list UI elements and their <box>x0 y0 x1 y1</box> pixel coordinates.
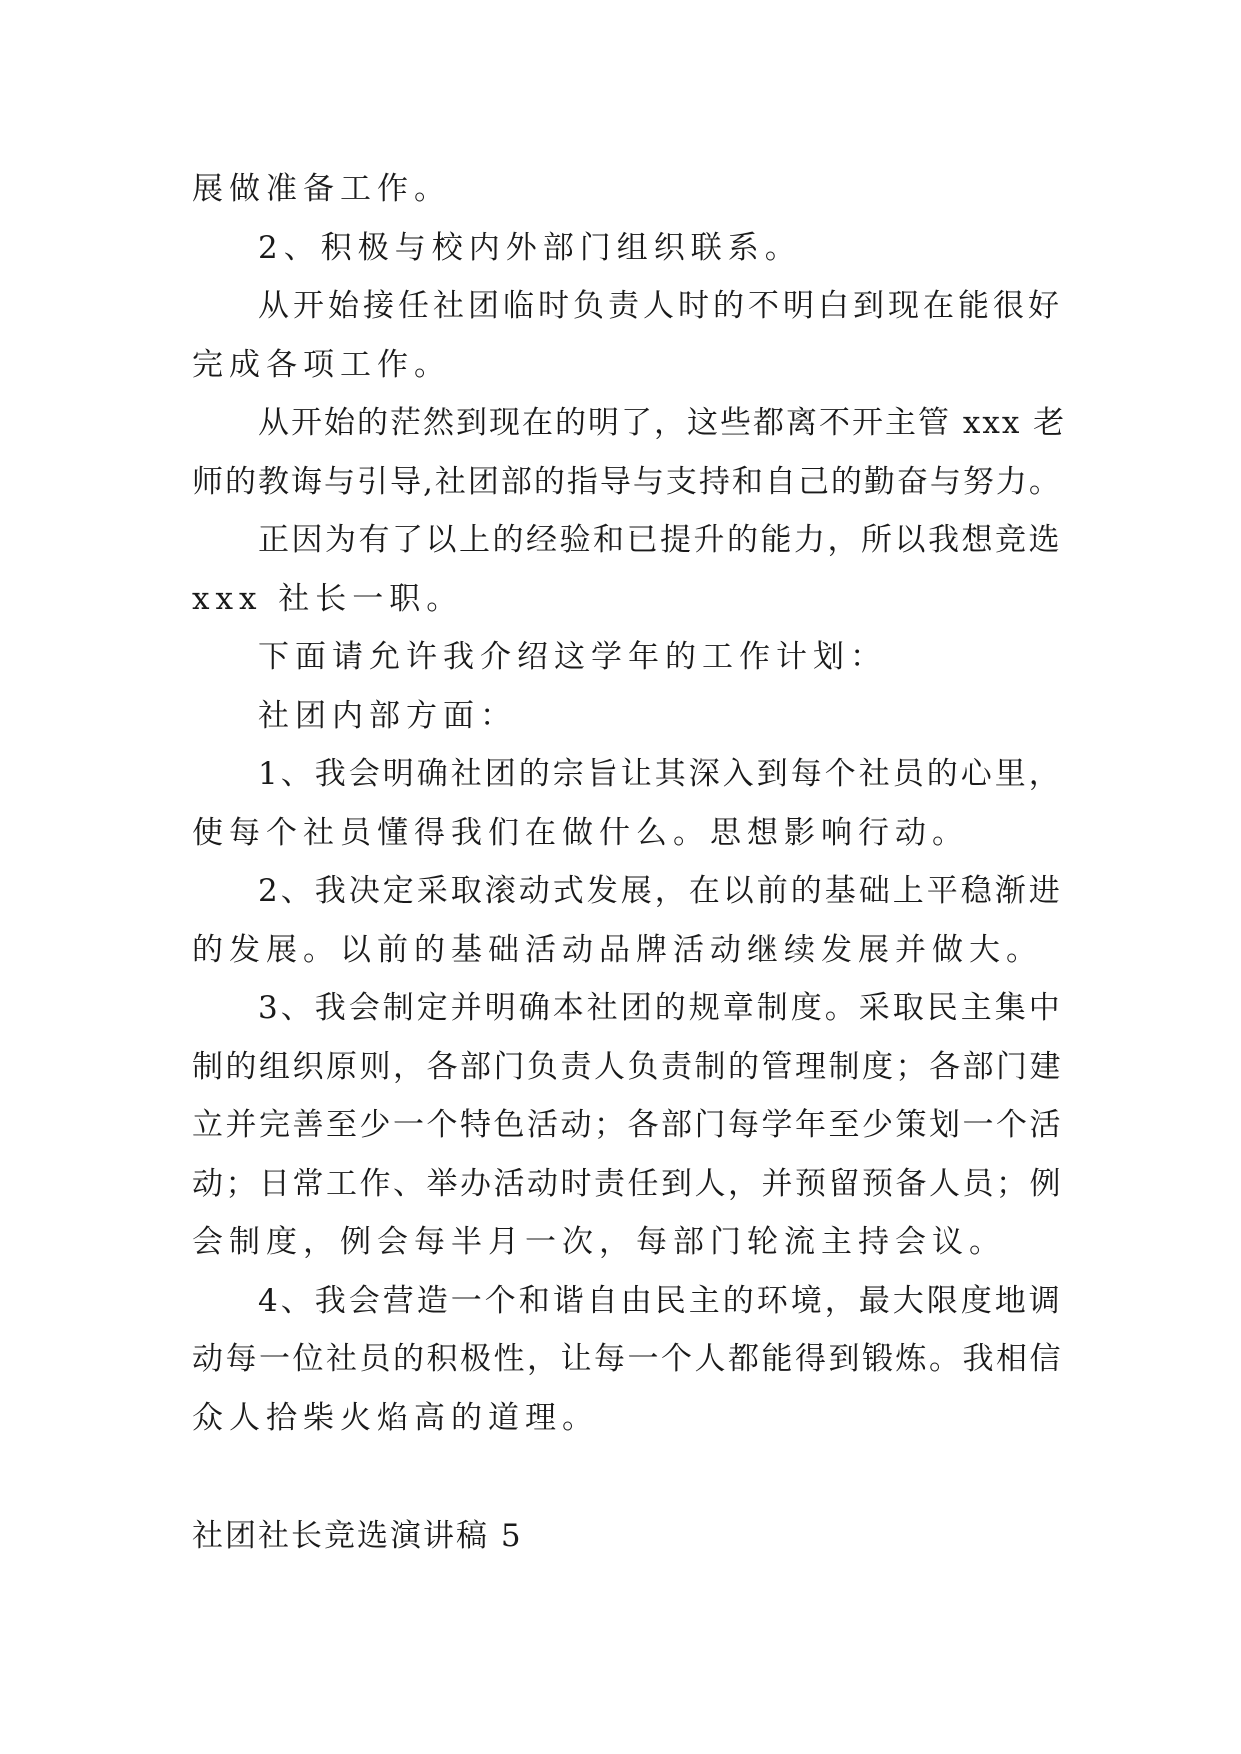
section-heading: 社团社长竞选演讲稿 5 <box>192 1518 523 1554</box>
text-line: 2、我决定采取滚动式发展，在以前的基础上平稳渐进 <box>258 873 1063 909</box>
text-line: 使每个社员懂得我们在做什么。思想影响行动。 <box>192 814 969 851</box>
text-line: 从开始接任社团临时负责人时的不明白到现在能很好 <box>258 288 1063 324</box>
text-line: 动每一位社员的积极性，让每一个人都能得到锻炼。我相信 <box>192 1341 1063 1377</box>
text-line: 的发展。以前的基础活动品牌活动继续发展并做大。 <box>192 931 1043 968</box>
text-line: 下面请允许我介绍这学年的工作计划： <box>258 639 887 675</box>
text-line: 社团内部方面： <box>258 697 517 734</box>
text-line: 动；日常工作、举办活动时责任到人，并预留预备人员；例 <box>192 1165 1063 1202</box>
text-line: 制的组织原则，各部门负责人负责制的管理制度；各部门建 <box>192 1048 1063 1085</box>
document-body <box>192 160 1067 1566</box>
text-line: 众人拾柴火焰高的道理。 <box>192 1399 599 1436</box>
text-line: 1、我会明确社团的宗旨让其深入到每个社员的心里， <box>258 756 1063 792</box>
text-line: xxx 社长一职。 <box>192 580 464 617</box>
section-spacer <box>192 1447 1058 1507</box>
text-line: 从开始的茫然到现在的明了，这些都离不开主管 xxx 老 <box>258 405 1067 441</box>
text-line: 3、我会制定并明确本社团的规章制度。采取民主集中 <box>258 990 1063 1026</box>
text-line: 展做准备工作。 <box>192 171 451 207</box>
text-line: 2、积极与校内外部门组织联系。 <box>258 229 802 266</box>
text-line: 会制度，例会每半月一次，每部门轮流主持会议。 <box>192 1224 1006 1260</box>
text-line: 正因为有了以上的经验和已提升的能力，所以我想竞选 <box>258 522 1062 558</box>
text-line: 4、我会营造一个和谐自由民主的环境，最大限度地调 <box>258 1282 1063 1319</box>
text-line: 完成各项工作。 <box>192 346 451 383</box>
text-line: 立并完善至少一个特色活动；各部门每学年至少策划一个活 <box>192 1107 1063 1143</box>
text-line: 师的教诲与引导,社团部的指导与支持和自己的勤奋与努力。 <box>192 463 1062 500</box>
